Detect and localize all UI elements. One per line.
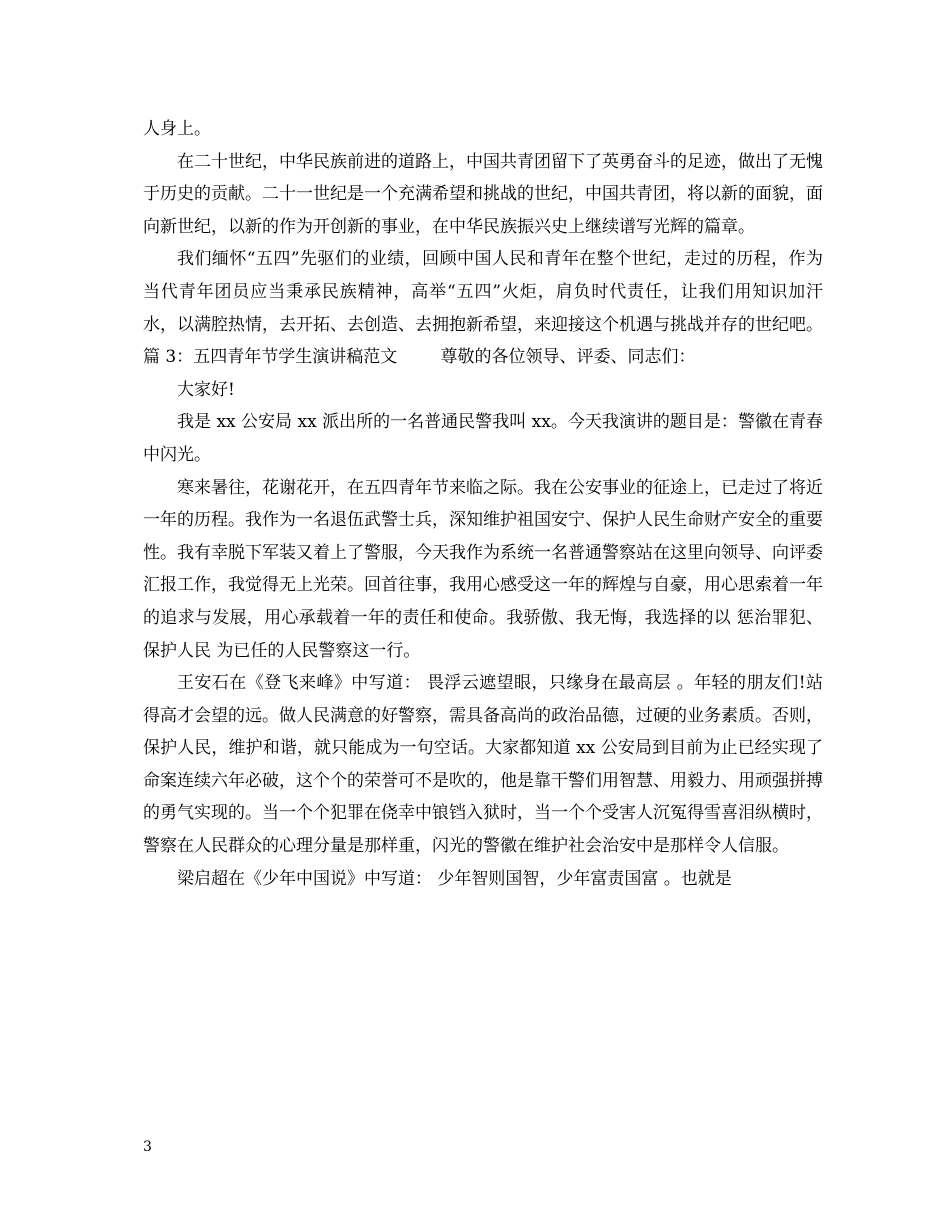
paragraph-1: 人身上。 [143, 119, 211, 139]
paragraph-greeting: 大家好! [177, 379, 235, 400]
paragraph-liang-qichao: 梁启超在《少年中国说》中写道： 少年智则国智，少年富责国富 。也就是 [177, 868, 732, 889]
paragraph-introduction: 我是 xx 公安局 xx 派出所的一名普通民警我叫 xx。今天我演讲的题目是：警徽在青春中闪光。 [143, 412, 823, 465]
paragraph-career: 寒来暑往，花谢花开，在五四青年节来临之际。我在公安事业的征途上，已走过了将近一年的历程。我作为一名退伍武警士兵，深知维护祖国安宁、保护人民生命财产安全的重要性。我有幸脱下军装又着上了警服，今天我作为系统一名普通警察站在这里向领导、向评委汇报工作，我觉得无上光荣。回首往事，我用心感受这一年的辉煌与自豪，用心思索着一年的追求与发展，用心承载着一年的责任和使命。我骄傲、我无悔，我选择的以 惩治罪犯、保护人民 为已任的人民警察这一行。 [143, 477, 823, 661]
page-number: 3 [143, 1139, 152, 1155]
section-heading: 篇 3：五四青年节学生演讲稿范文 尊敬的各位领导、评委、同志们： [143, 347, 696, 368]
paragraph-2: 在二十世纪，中华民族前进的道路上，中国共青团留下了英勇奋斗的足迹，做出了无愧于历史的贡献。二十一世纪是一个充满希望和挑战的世纪，中国共青团，将以新的面貌，面向新世纪，以新的作为开创新的事业，在中华民族振兴史上继续谱写光辉的篇章。 [143, 151, 823, 237]
document-body [143, 113, 823, 895]
paragraph-wang-anshi: 王安石在《登飞来峰》中写道： 畏浮云遮望眼，只缘身在最高层 。年轻的朋友们!站得高才会望的远。做人民满意的好警察，需具备高尚的政治品德，过硬的业务素质。否则，保护人民，维护和谐，就只能成为一句空话。大家都知道 xx 公安局到目前为止已经实现了命案连续六年必破，这个个的荣誉可不是吹的，他是靠干警们用智慧、用毅力、用顽强拼搏的勇气实现的。当一个个犯罪在侥幸中锒铛入狱时，当一个个受害人沉冤得雪喜泪纵横时，警察在人民群众的心理分量是那样重，闪光的警徽在维护社会治安中是那样令人信服。 [143, 673, 823, 857]
paragraph-3: 我们缅怀“五四”先驱们的业绩，回顾中国人民和青年在整个世纪，走过的历程，作为当代青年团员应当秉承民族精神，高举“五四”火炬，肩负时代责任，让我们用知识加汗水，以满腔热情，去开拓、去创造、去拥抱新希望，来迎接这个机遇与挑战并存的世纪吧。 [143, 249, 823, 335]
